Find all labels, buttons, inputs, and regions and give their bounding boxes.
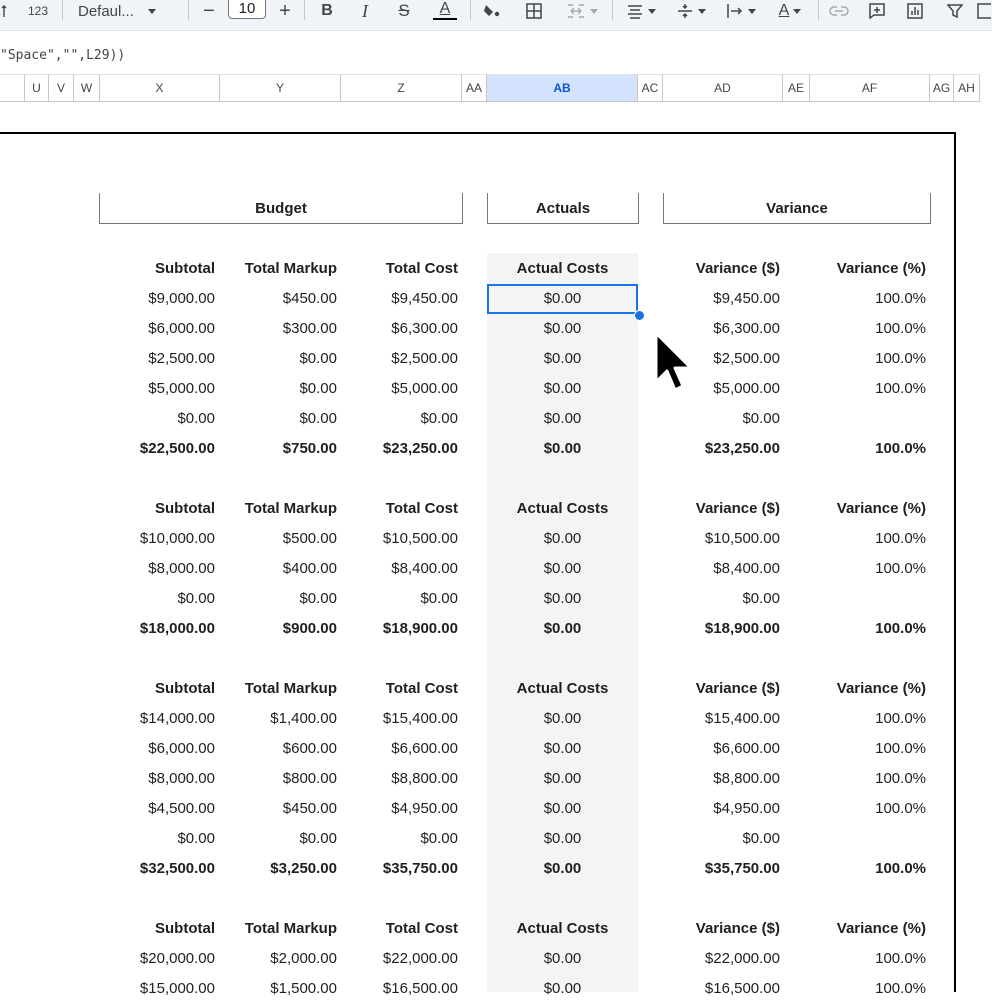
- actuals-section-header: [487, 193, 639, 224]
- chart-icon[interactable]: [904, 0, 926, 22]
- column-header-af[interactable]: AF: [810, 74, 930, 102]
- cell-actual-costs[interactable]: $0.00: [543, 380, 582, 397]
- cell-total-markup[interactable]: $0.00: [299, 380, 337, 397]
- column-header-aa[interactable]: AA: [462, 74, 487, 102]
- total-actual-costs[interactable]: $0.00: [543, 620, 582, 637]
- strikethrough-button[interactable]: S: [398, 1, 410, 20]
- more-icon[interactable]: [976, 0, 992, 22]
- total-total-markup[interactable]: $750.00: [282, 440, 337, 457]
- column-header-ae[interactable]: AE: [783, 74, 810, 102]
- column-header-z[interactable]: Z: [341, 74, 462, 102]
- cell-variance-dollar[interactable]: $0.00: [742, 590, 780, 607]
- total-variance-pct[interactable]: 100.0%: [875, 440, 926, 457]
- variance-label: Variance: [766, 199, 828, 217]
- fill-handle[interactable]: [634, 310, 645, 321]
- header-actual-costs[interactable]: Actual Costs: [516, 500, 609, 517]
- cell-actual-costs[interactable]: $0.00: [543, 350, 582, 367]
- cell-variance-dollar[interactable]: $0.00: [742, 830, 780, 847]
- cell-subtotal[interactable]: $4,500.00: [148, 800, 215, 817]
- row-header-corner[interactable]: [0, 74, 25, 102]
- header-total-markup[interactable]: Total Markup: [244, 260, 337, 277]
- header-total-markup[interactable]: Total Markup: [244, 920, 337, 937]
- bold-button[interactable]: B: [321, 2, 333, 19]
- divider: [612, 0, 613, 20]
- cell-variance-dollar[interactable]: $5,000.00: [713, 380, 780, 397]
- frame-border-right: [954, 133, 956, 992]
- rotate-label: A: [778, 2, 790, 19]
- cell-actual-costs[interactable]: $0.00: [543, 800, 582, 817]
- cell-variance-pct[interactable]: 100.0%: [875, 800, 926, 817]
- header-actual-costs[interactable]: Actual Costs: [516, 920, 609, 937]
- chevron-down-icon: [698, 9, 706, 14]
- sort-icon[interactable]: [0, 0, 8, 22]
- chevron-down-icon: [590, 9, 598, 14]
- cell-variance-pct[interactable]: 100.0%: [875, 380, 926, 397]
- cell-total-markup[interactable]: $0.00: [299, 350, 337, 367]
- header-total-cost[interactable]: Total Cost: [385, 680, 458, 697]
- chevron-down-icon: [748, 9, 756, 14]
- column-header-ad[interactable]: AD: [663, 74, 783, 102]
- number-format-button[interactable]: 123: [27, 4, 49, 18]
- cell-variance-pct[interactable]: 100.0%: [875, 350, 926, 367]
- budget-section-header: [99, 193, 463, 224]
- cell-total-markup[interactable]: $600.00: [282, 740, 337, 757]
- cell-subtotal[interactable]: $6,000.00: [148, 320, 215, 337]
- cell-total-cost[interactable]: $4,950.00: [391, 800, 458, 817]
- text-color-swatch: [433, 18, 457, 20]
- total-actual-costs[interactable]: $0.00: [543, 860, 582, 877]
- cell-actual-costs[interactable]: $0.00: [543, 830, 582, 847]
- cell-total-markup[interactable]: $1,400.00: [270, 710, 337, 727]
- total-variance-pct[interactable]: 100.0%: [875, 860, 926, 877]
- cell-total-markup[interactable]: $400.00: [282, 560, 337, 577]
- cell-variance-pct[interactable]: 100.0%: [875, 530, 926, 547]
- decrease-font-size-button[interactable]: −: [203, 0, 215, 22]
- italic-button[interactable]: I: [362, 0, 368, 21]
- cell-variance-pct[interactable]: [810, 588, 926, 610]
- cell-variance-dollar[interactable]: $8,400.00: [713, 560, 780, 577]
- cell-variance-dollar[interactable]: $15,400.00: [704, 710, 780, 727]
- cell-total-markup[interactable]: $0.00: [299, 410, 337, 427]
- merge-icon[interactable]: [562, 0, 602, 22]
- cell-total-markup[interactable]: $0.00: [299, 590, 337, 607]
- font-size-input[interactable]: 10: [228, 0, 266, 19]
- cell-total-cost[interactable]: $10,500.00: [382, 530, 458, 547]
- cell-total-cost[interactable]: $8,400.00: [391, 560, 458, 577]
- total-subtotal[interactable]: $22,500.00: [139, 440, 215, 457]
- cell-total-cost[interactable]: $6,300.00: [391, 320, 458, 337]
- actuals-label: Actuals: [535, 199, 591, 217]
- formula-bar[interactable]: [0, 40, 992, 72]
- header-variance-dollar[interactable]: Variance ($): [695, 500, 780, 517]
- cursor-icon: [653, 330, 697, 407]
- cell-total-cost[interactable]: $16,500.00: [382, 980, 458, 997]
- cell-total-markup[interactable]: $450.00: [282, 800, 337, 817]
- cell-actual-costs[interactable]: $0.00: [543, 560, 582, 577]
- cell-variance-dollar[interactable]: $6,300.00: [713, 320, 780, 337]
- cell-subtotal[interactable]: $14,000.00: [139, 710, 215, 727]
- selected-cell[interactable]: [487, 284, 638, 314]
- cell-total-markup[interactable]: $300.00: [282, 320, 337, 337]
- cell-variance-dollar[interactable]: $2,500.00: [713, 350, 780, 367]
- cell-subtotal[interactable]: $0.00: [177, 410, 215, 427]
- cell-subtotal[interactable]: $5,000.00: [148, 380, 215, 397]
- header-subtotal[interactable]: Subtotal: [155, 500, 215, 517]
- column-header-x[interactable]: X: [100, 74, 220, 102]
- cell-variance-pct[interactable]: 100.0%: [875, 770, 926, 787]
- cell-subtotal[interactable]: $9,000.00: [148, 290, 215, 307]
- column-header-y[interactable]: Y: [220, 74, 341, 102]
- total-total-cost[interactable]: $23,250.00: [382, 440, 458, 457]
- column-header-ac[interactable]: AC: [638, 74, 663, 102]
- variance-section-header: [663, 193, 931, 224]
- cell-variance-pct[interactable]: 100.0%: [875, 560, 926, 577]
- header-actual-costs[interactable]: Actual Costs: [516, 260, 609, 277]
- cell-variance-pct[interactable]: 100.0%: [875, 950, 926, 967]
- cell-actual-costs[interactable]: $0.00: [543, 770, 582, 787]
- cell-subtotal[interactable]: $2,500.00: [148, 350, 215, 367]
- chevron-down-icon: [148, 9, 156, 14]
- cell-subtotal[interactable]: $0.00: [177, 830, 215, 847]
- column-header-ah[interactable]: AH: [954, 74, 980, 102]
- cell-subtotal[interactable]: $6,000.00: [148, 740, 215, 757]
- borders-icon[interactable]: [524, 0, 544, 22]
- cell-actual-costs[interactable]: $0.00: [543, 950, 582, 967]
- cell-subtotal[interactable]: $0.00: [177, 590, 215, 607]
- total-variance-dollar[interactable]: $18,900.00: [704, 620, 780, 637]
- header-variance-pct[interactable]: Variance (%): [836, 680, 926, 697]
- divider: [62, 0, 63, 20]
- cell-actual-costs[interactable]: $0.00: [543, 530, 582, 547]
- cell-subtotal[interactable]: $8,000.00: [148, 560, 215, 577]
- cell-total-cost[interactable]: $22,000.00: [382, 950, 458, 967]
- header-variance-pct[interactable]: Variance (%): [836, 260, 926, 277]
- cell-total-cost[interactable]: $0.00: [420, 830, 458, 847]
- cell-total-cost[interactable]: $15,400.00: [382, 710, 458, 727]
- header-subtotal[interactable]: Subtotal: [155, 920, 215, 937]
- cell-variance-dollar[interactable]: $6,600.00: [713, 740, 780, 757]
- column-header-w[interactable]: W: [74, 74, 100, 102]
- cell-variance-pct[interactable]: 100.0%: [875, 320, 926, 337]
- valign-icon[interactable]: [672, 0, 710, 22]
- column-header-v[interactable]: V: [49, 74, 74, 102]
- cell-actual-costs[interactable]: $0.00: [543, 320, 582, 337]
- frame-border-top: [0, 132, 956, 134]
- header-total-markup[interactable]: Total Markup: [244, 500, 337, 517]
- cell-total-cost[interactable]: $5,000.00: [391, 380, 458, 397]
- header-variance-dollar[interactable]: Variance ($): [695, 920, 780, 937]
- cell-variance-pct[interactable]: 100.0%: [875, 290, 926, 307]
- link-icon[interactable]: [828, 0, 850, 22]
- cell-variance-dollar[interactable]: $4,950.00: [713, 800, 780, 817]
- total-actual-costs[interactable]: $0.00: [543, 440, 582, 457]
- cell-subtotal[interactable]: $10,000.00: [139, 530, 215, 547]
- chevron-down-icon: [648, 9, 656, 14]
- total-variance-dollar[interactable]: $23,250.00: [704, 440, 780, 457]
- cell-total-markup[interactable]: $500.00: [282, 530, 337, 547]
- cell-actual-costs[interactable]: $0.00: [543, 710, 582, 727]
- cell-actual-costs[interactable]: $0.00: [543, 290, 582, 307]
- cell-variance-dollar[interactable]: $0.00: [742, 410, 780, 427]
- cell-variance-pct[interactable]: [810, 828, 926, 850]
- filter-icon[interactable]: [944, 0, 966, 22]
- text-color-label: A: [439, 0, 451, 17]
- cell-actual-costs[interactable]: $0.00: [543, 980, 582, 997]
- header-variance-dollar[interactable]: Variance ($): [695, 260, 780, 277]
- header-variance-dollar[interactable]: Variance ($): [695, 680, 780, 697]
- cell-total-markup[interactable]: $2,000.00: [270, 950, 337, 967]
- cell-variance-dollar[interactable]: $9,450.00: [713, 290, 780, 307]
- header-total-cost[interactable]: Total Cost: [385, 260, 458, 277]
- header-subtotal[interactable]: Subtotal: [155, 260, 215, 277]
- cell-subtotal[interactable]: $15,000.00: [139, 980, 215, 997]
- header-total-markup[interactable]: Total Markup: [244, 680, 337, 697]
- total-total-markup[interactable]: $3,250.00: [270, 860, 337, 877]
- cell-variance-dollar[interactable]: $16,500.00: [704, 980, 780, 997]
- cell-actual-costs[interactable]: $0.00: [543, 410, 582, 427]
- comment-icon[interactable]: [866, 0, 888, 22]
- toolbar: [0, 0, 992, 31]
- cell-actual-costs[interactable]: $0.00: [543, 740, 582, 757]
- wrap-icon[interactable]: [722, 0, 760, 22]
- formula-text: "Space","",L29)): [0, 48, 126, 63]
- column-header-u[interactable]: U: [25, 74, 49, 102]
- font-family-select[interactable]: [78, 0, 174, 22]
- cell-subtotal[interactable]: $8,000.00: [148, 770, 215, 787]
- cell-variance-dollar[interactable]: $8,800.00: [713, 770, 780, 787]
- header-actual-costs[interactable]: Actual Costs: [516, 680, 609, 697]
- increase-font-size-button[interactable]: +: [279, 0, 291, 22]
- cell-total-cost[interactable]: $8,800.00: [391, 770, 458, 787]
- cell-total-cost[interactable]: $6,600.00: [391, 740, 458, 757]
- total-variance-pct[interactable]: 100.0%: [875, 620, 926, 637]
- cell-total-cost[interactable]: $2,500.00: [391, 350, 458, 367]
- cell-variance-dollar[interactable]: $22,000.00: [704, 950, 780, 967]
- cell-subtotal[interactable]: $20,000.00: [139, 950, 215, 967]
- cell-total-markup[interactable]: $1,500.00: [270, 980, 337, 997]
- total-subtotal[interactable]: $32,500.00: [139, 860, 215, 877]
- divider: [304, 0, 305, 20]
- rotate-icon[interactable]: [770, 0, 810, 22]
- header-variance-pct[interactable]: Variance (%): [836, 920, 926, 937]
- fill-color-icon[interactable]: [482, 0, 502, 22]
- cell-variance-pct[interactable]: 100.0%: [875, 980, 926, 997]
- cell-total-cost[interactable]: $9,450.00: [391, 290, 458, 307]
- cell-total-markup[interactable]: $0.00: [299, 830, 337, 847]
- divider: [470, 0, 471, 20]
- total-total-cost[interactable]: $35,750.00: [382, 860, 458, 877]
- cell-variance-pct[interactable]: [810, 408, 926, 430]
- cell-total-cost[interactable]: $0.00: [420, 410, 458, 427]
- text-color-button[interactable]: [432, 0, 458, 22]
- column-header-ag[interactable]: AG: [930, 74, 954, 102]
- cell-total-cost[interactable]: $0.00: [420, 590, 458, 607]
- total-total-cost[interactable]: $18,900.00: [382, 620, 458, 637]
- header-total-cost[interactable]: Total Cost: [385, 920, 458, 937]
- divider: [188, 0, 189, 20]
- cell-total-markup[interactable]: $450.00: [282, 290, 337, 307]
- cell-actual-costs[interactable]: $0.00: [543, 590, 582, 607]
- column-header-ab[interactable]: AB: [487, 74, 638, 102]
- total-subtotal[interactable]: $18,000.00: [139, 620, 215, 637]
- align-icon[interactable]: [622, 0, 660, 22]
- cell-total-markup[interactable]: $800.00: [282, 770, 337, 787]
- cell-variance-pct[interactable]: 100.0%: [875, 740, 926, 757]
- header-variance-pct[interactable]: Variance (%): [836, 500, 926, 517]
- cell-variance-pct[interactable]: 100.0%: [875, 710, 926, 727]
- budget-label: Budget: [255, 199, 307, 217]
- total-total-markup[interactable]: $900.00: [282, 620, 337, 637]
- divider: [818, 0, 819, 20]
- chevron-down-icon: [793, 9, 801, 14]
- header-total-cost[interactable]: Total Cost: [385, 500, 458, 517]
- header-subtotal[interactable]: Subtotal: [155, 680, 215, 697]
- cell-variance-dollar[interactable]: $10,500.00: [704, 530, 780, 547]
- total-variance-dollar[interactable]: $35,750.00: [704, 860, 780, 877]
- font-family-value: Defaul...: [78, 2, 134, 20]
